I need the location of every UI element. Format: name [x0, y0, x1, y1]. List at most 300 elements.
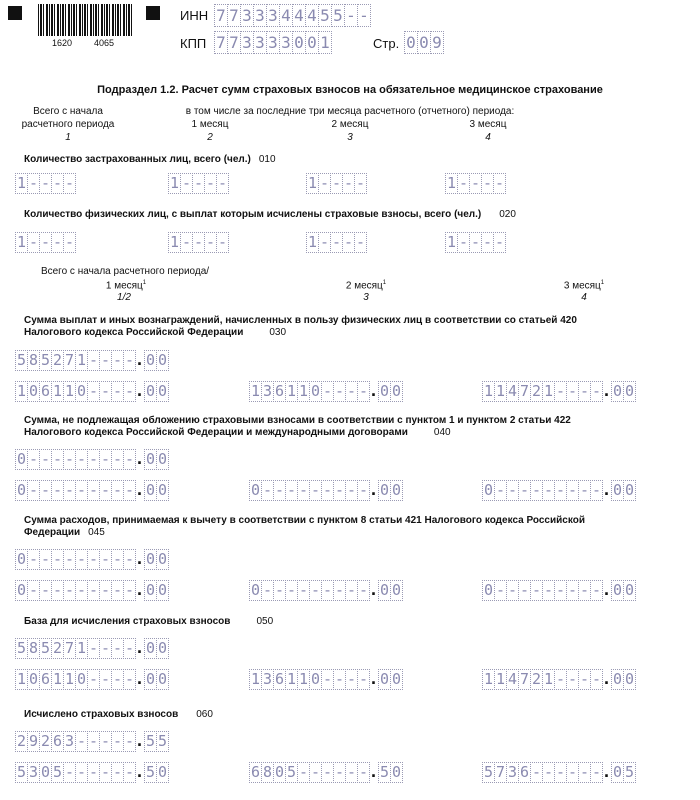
input-cell: 6 — [519, 763, 530, 781]
input-cell: 0 — [157, 351, 168, 369]
input-cell: 1 — [64, 670, 75, 688]
input-cell: - — [40, 481, 51, 499]
input-cell: - — [88, 481, 99, 499]
input-cell: 1 — [318, 31, 332, 54]
input-cell: - — [346, 581, 357, 599]
input-cell: - — [124, 581, 135, 599]
decimal-point: . — [136, 448, 142, 468]
input-cell: - — [591, 481, 602, 499]
row-020-month2[interactable] — [306, 232, 366, 253]
input-cell: 0 — [76, 670, 87, 688]
decimal-point: . — [603, 668, 609, 688]
col-month2-num: 3 — [347, 132, 353, 143]
decimal-point: . — [370, 479, 376, 499]
input-cell: 0 — [157, 670, 168, 688]
input-cell: 0 — [612, 670, 623, 688]
input-cell: - — [507, 581, 518, 599]
input-cell: 4 — [279, 4, 293, 27]
decimal-point: . — [603, 380, 609, 400]
input-cell: 7 — [519, 382, 530, 400]
row-045-month3[interactable] — [482, 580, 635, 601]
input-cell: - — [88, 581, 99, 599]
input-cell: 0 — [404, 31, 418, 54]
input-cell: 1 — [495, 382, 506, 400]
input-cell: - — [555, 382, 566, 400]
input-cell: 2 — [16, 732, 27, 750]
input-cell: 0 — [483, 581, 494, 599]
input-cell: - — [346, 763, 357, 781]
input-cell: - — [310, 763, 321, 781]
input-cell: 8 — [28, 639, 39, 657]
input-cell: - — [579, 581, 590, 599]
row-060-total[interactable] — [15, 731, 168, 752]
input-cell: 0 — [612, 763, 623, 781]
input-cell: - — [64, 581, 75, 599]
input-cell: - — [555, 763, 566, 781]
decimal-point: . — [370, 668, 376, 688]
input-cell: - — [358, 763, 369, 781]
input-cell: 0 — [612, 481, 623, 499]
input-cell: - — [64, 174, 75, 192]
input-cell: - — [64, 550, 75, 568]
input-cell: - — [40, 174, 51, 192]
col2-month1: 1 месяц$^1$ — [105, 280, 147, 292]
row-010-month2[interactable] — [306, 173, 366, 194]
input-cell: - — [100, 732, 111, 750]
input-cell: 2 — [531, 670, 542, 688]
input-cell: 2 — [40, 732, 51, 750]
input-cell: 4 — [292, 4, 306, 27]
input-cell: - — [358, 382, 369, 400]
row-030-total[interactable] — [15, 350, 168, 371]
input-cell: - — [458, 174, 469, 192]
input-cell: - — [507, 481, 518, 499]
decimal-point: . — [370, 579, 376, 599]
input-cell: 5 — [40, 351, 51, 369]
input-cell: 0 — [483, 481, 494, 499]
decimal-point: . — [136, 479, 142, 499]
input-cell: - — [591, 670, 602, 688]
input-cell: - — [358, 581, 369, 599]
row-045-month2[interactable] — [249, 580, 402, 601]
input-cell: 0 — [145, 550, 156, 568]
input-cell: - — [124, 351, 135, 369]
input-cell: - — [579, 382, 590, 400]
col-total-num: 1 — [65, 132, 71, 143]
col-month2: 2 месяц — [331, 119, 369, 130]
input-cell: - — [76, 581, 87, 599]
input-cell: - — [124, 481, 135, 499]
input-cell: - — [579, 763, 590, 781]
input-cell: 5 — [40, 639, 51, 657]
col2-month2: 2 месяц$^1$ — [345, 280, 387, 292]
input-cell: - — [76, 450, 87, 468]
barcode-number-right: 4065 — [94, 38, 115, 48]
input-cell: 3 — [253, 4, 267, 27]
input-cell: 1 — [250, 382, 261, 400]
input-cell: 0 — [391, 382, 402, 400]
input-cell: 3 — [279, 31, 293, 54]
decimal-point: . — [370, 761, 376, 781]
input-cell: 8 — [28, 351, 39, 369]
input-cell: 0 — [310, 382, 321, 400]
input-cell: - — [494, 233, 505, 251]
input-cell: - — [519, 581, 530, 599]
input-cell: 0 — [391, 670, 402, 688]
input-cell: - — [579, 670, 590, 688]
input-cell: - — [358, 670, 369, 688]
input-cell: 0 — [391, 763, 402, 781]
input-cell: - — [193, 174, 204, 192]
input-cell: - — [76, 763, 87, 781]
input-cell: - — [40, 581, 51, 599]
input-cell: - — [495, 581, 506, 599]
row-060-month1[interactable] — [15, 762, 168, 783]
input-cell: 6 — [40, 382, 51, 400]
input-cell: 4 — [507, 670, 518, 688]
input-cell: - — [88, 639, 99, 657]
input-cell: - — [579, 481, 590, 499]
input-cell: 0 — [292, 31, 306, 54]
row-050-month2[interactable] — [249, 669, 402, 690]
input-cell: 1 — [16, 233, 27, 251]
input-cell: 3 — [240, 4, 254, 27]
row-040-total[interactable] — [15, 449, 168, 470]
input-cell: - — [357, 4, 371, 27]
input-cell: 1 — [298, 382, 309, 400]
input-cell: 7 — [227, 31, 241, 54]
decimal-point: . — [136, 380, 142, 400]
input-cell: - — [28, 233, 39, 251]
input-cell: 1 — [446, 233, 457, 251]
input-cell: 3 — [253, 31, 267, 54]
input-cell: - — [76, 481, 87, 499]
decimal-point: . — [136, 349, 142, 369]
input-cell: - — [346, 670, 357, 688]
input-cell: 1 — [16, 174, 27, 192]
input-cell: - — [100, 351, 111, 369]
input-cell: - — [124, 550, 135, 568]
input-cell: - — [346, 481, 357, 499]
row-060-month3[interactable] — [482, 762, 635, 783]
input-cell: - — [124, 763, 135, 781]
input-cell: 7 — [214, 4, 228, 27]
row-030-month1[interactable] — [15, 381, 168, 402]
row-050-month3[interactable] — [482, 669, 635, 690]
row-060-month2[interactable] — [249, 762, 402, 783]
page-label: Стр. — [373, 36, 400, 51]
kpp-field[interactable] — [214, 31, 331, 54]
input-cell: 1 — [76, 351, 87, 369]
input-cell: - — [124, 450, 135, 468]
input-cell: 1 — [16, 382, 27, 400]
decimal-point: . — [136, 548, 142, 568]
row-040-label: Сумма, не подлежащая обложению страховыми взносами в соответствии с пунктом 1 и пунктом 2 статьи 422 Налогового кодекса Российской Федерации и международными договорами 040 — [24, 415, 571, 438]
col-last3-caption: в том числе за последние три месяца расчетного (отчетного) периода: — [185, 106, 515, 117]
col2-total: Всего с начала расчетного периода/ — [40, 266, 210, 277]
row-050-month1[interactable] — [15, 669, 168, 690]
corner-marker-left — [8, 6, 22, 20]
input-cell: - — [567, 763, 578, 781]
input-cell: - — [112, 550, 123, 568]
input-cell: 0 — [28, 382, 39, 400]
input-cell: 3 — [507, 763, 518, 781]
input-cell: - — [531, 763, 542, 781]
input-cell: 0 — [145, 382, 156, 400]
decimal-point: . — [603, 579, 609, 599]
row-010-label: Количество застрахованных лиц, всего (чел.) 010 — [24, 154, 276, 165]
input-cell: - — [112, 581, 123, 599]
row-020-month3[interactable] — [445, 232, 505, 253]
input-cell: 0 — [157, 550, 168, 568]
input-cell: - — [52, 450, 63, 468]
input-cell: - — [100, 763, 111, 781]
input-cell: 0 — [40, 763, 51, 781]
input-cell: 7 — [495, 763, 506, 781]
input-cell: 0 — [16, 581, 27, 599]
input-cell: 5 — [483, 763, 494, 781]
input-cell: 0 — [157, 481, 168, 499]
input-cell: - — [555, 581, 566, 599]
input-cell: - — [100, 581, 111, 599]
row-050-total[interactable] — [15, 638, 168, 659]
input-cell: - — [355, 174, 366, 192]
input-cell: - — [64, 481, 75, 499]
input-cell: 0 — [16, 550, 27, 568]
input-cell: - — [88, 550, 99, 568]
input-cell: 0 — [391, 481, 402, 499]
input-cell: 0 — [16, 450, 27, 468]
input-cell: - — [346, 382, 357, 400]
input-cell: - — [298, 763, 309, 781]
input-cell: - — [286, 481, 297, 499]
input-cell: - — [76, 550, 87, 568]
decimal-point: . — [370, 380, 376, 400]
input-cell: 7 — [227, 4, 241, 27]
input-cell: - — [286, 581, 297, 599]
input-cell: - — [298, 581, 309, 599]
col-month1-num: 2 — [207, 132, 213, 143]
row-040-month1[interactable] — [15, 480, 168, 501]
input-cell: - — [334, 763, 345, 781]
input-cell: - — [76, 732, 87, 750]
input-cell: - — [310, 581, 321, 599]
inn-label: ИНН — [180, 8, 209, 23]
input-cell: 0 — [157, 639, 168, 657]
input-cell: - — [193, 233, 204, 251]
input-cell: - — [470, 233, 481, 251]
input-cell: - — [205, 174, 216, 192]
input-cell: - — [124, 670, 135, 688]
input-cell: - — [274, 581, 285, 599]
input-cell: - — [40, 450, 51, 468]
input-cell: 7 — [64, 639, 75, 657]
col-month3-num: 4 — [485, 132, 491, 143]
section-title: Подраздел 1.2. Расчет сумм страховых взносов на обязательное медицинское страхование — [97, 84, 603, 96]
col-total-line1: Всего с начала — [33, 106, 103, 117]
input-cell: - — [64, 233, 75, 251]
row-040-month2[interactable] — [249, 480, 402, 501]
input-cell: 1 — [298, 670, 309, 688]
input-cell: - — [64, 763, 75, 781]
input-cell: 4 — [305, 4, 319, 27]
input-cell: - — [322, 763, 333, 781]
input-cell: - — [100, 382, 111, 400]
input-cell: - — [28, 550, 39, 568]
decimal-point: . — [136, 579, 142, 599]
input-cell: 0 — [391, 581, 402, 599]
input-cell: - — [52, 174, 63, 192]
input-cell: - — [334, 670, 345, 688]
input-cell: 0 — [76, 382, 87, 400]
input-cell: - — [88, 382, 99, 400]
input-cell: 3 — [28, 763, 39, 781]
input-cell: - — [458, 233, 469, 251]
input-cell: 3 — [266, 31, 280, 54]
input-cell: - — [319, 174, 330, 192]
input-cell: 1 — [543, 382, 554, 400]
input-cell: - — [555, 481, 566, 499]
input-cell: - — [519, 481, 530, 499]
input-cell: - — [100, 550, 111, 568]
col-total-line2: расчетного периода — [21, 119, 115, 130]
row-020-label: Количество физических лиц, с выплат которым исчислены страховые взносы, всего (чел.) 020 — [24, 209, 516, 220]
input-cell: 0 — [624, 481, 635, 499]
input-cell: - — [181, 174, 192, 192]
input-cell: - — [494, 174, 505, 192]
input-cell: 4 — [507, 382, 518, 400]
input-cell: 5 — [145, 763, 156, 781]
input-cell: 0 — [145, 639, 156, 657]
input-cell: - — [355, 233, 366, 251]
page-field[interactable] — [404, 31, 443, 54]
input-cell: 6 — [274, 670, 285, 688]
input-cell: - — [344, 4, 358, 27]
input-cell: - — [543, 581, 554, 599]
input-cell: 5 — [16, 351, 27, 369]
input-cell: - — [40, 233, 51, 251]
inn-field[interactable] — [214, 4, 370, 27]
input-cell: - — [64, 450, 75, 468]
row-045-total[interactable] — [15, 549, 168, 570]
input-cell: - — [88, 732, 99, 750]
input-cell: - — [470, 174, 481, 192]
input-cell: - — [112, 763, 123, 781]
row-040-month3[interactable] — [482, 480, 635, 501]
input-cell: - — [343, 174, 354, 192]
input-cell: 5 — [318, 4, 332, 27]
input-cell: - — [52, 581, 63, 599]
input-cell: 0 — [379, 382, 390, 400]
input-cell: 0 — [310, 670, 321, 688]
row-060-label: Исчислено страховых взносов 060 — [24, 709, 213, 720]
input-cell: 5 — [16, 639, 27, 657]
input-cell: 0 — [612, 382, 623, 400]
input-cell: - — [543, 481, 554, 499]
input-cell: 9 — [430, 31, 444, 54]
input-cell: - — [100, 670, 111, 688]
input-cell: - — [52, 481, 63, 499]
row-010-month3[interactable] — [445, 173, 505, 194]
input-cell: 0 — [612, 581, 623, 599]
decimal-point: . — [136, 761, 142, 781]
input-cell: - — [124, 732, 135, 750]
row-030-month2[interactable] — [249, 381, 402, 402]
input-cell: - — [567, 481, 578, 499]
input-cell: 9 — [28, 732, 39, 750]
input-cell: - — [322, 481, 333, 499]
input-cell: 1 — [16, 670, 27, 688]
decimal-point: . — [603, 761, 609, 781]
input-cell: 1 — [169, 174, 180, 192]
input-cell: 0 — [145, 351, 156, 369]
input-cell: 0 — [145, 450, 156, 468]
input-cell: - — [331, 233, 342, 251]
input-cell: 0 — [379, 670, 390, 688]
input-cell: - — [112, 639, 123, 657]
input-cell: - — [343, 233, 354, 251]
row-045-label: Сумма расходов, принимаемая к вычету в соответствии с пунктом 8 статьи 421 Налогового кодекса Российской Федерации 045 — [24, 515, 585, 538]
input-cell: - — [319, 233, 330, 251]
input-cell: - — [555, 670, 566, 688]
input-cell: 7 — [519, 670, 530, 688]
input-cell: 7 — [64, 351, 75, 369]
input-cell: 0 — [250, 481, 261, 499]
barcode-image — [38, 4, 134, 36]
input-cell: 5 — [145, 732, 156, 750]
input-cell: - — [322, 382, 333, 400]
input-cell: 5 — [16, 763, 27, 781]
input-cell: - — [322, 670, 333, 688]
input-cell: 1 — [307, 174, 318, 192]
input-cell: - — [495, 481, 506, 499]
input-cell: 1 — [52, 670, 63, 688]
input-cell: - — [28, 450, 39, 468]
input-cell: - — [262, 481, 273, 499]
row-020-total[interactable] — [15, 232, 75, 253]
input-cell: - — [262, 581, 273, 599]
input-cell: 3 — [64, 732, 75, 750]
input-cell: 6 — [274, 382, 285, 400]
input-cell: 5 — [624, 763, 635, 781]
input-cell: 1 — [307, 233, 318, 251]
row-045-month1[interactable] — [15, 580, 168, 601]
input-cell: 0 — [274, 763, 285, 781]
input-cell: 0 — [624, 670, 635, 688]
input-cell: - — [591, 581, 602, 599]
input-cell: - — [205, 233, 216, 251]
row-010-month1[interactable] — [168, 173, 228, 194]
input-cell: 0 — [157, 581, 168, 599]
input-cell: - — [112, 351, 123, 369]
input-cell: - — [124, 639, 135, 657]
input-cell: 1 — [64, 382, 75, 400]
col2-month3: 3 месяц$^1$ — [563, 280, 605, 292]
col2-month3-num: 4 — [581, 292, 587, 303]
input-cell: - — [112, 732, 123, 750]
input-cell: 3 — [240, 31, 254, 54]
input-cell: - — [52, 233, 63, 251]
input-cell: - — [591, 763, 602, 781]
row-030-label: Сумма выплат и иных вознаграждений, начисленных в пользу физических лиц в соответствии со статьей 420 Налогового кодекса Российской Федерации 030 — [24, 315, 577, 338]
row-010-total[interactable] — [15, 173, 75, 194]
input-cell: 1 — [76, 639, 87, 657]
input-cell: 3 — [262, 382, 273, 400]
input-cell: - — [482, 233, 493, 251]
row-020-month1[interactable] — [168, 232, 228, 253]
row-030-month3[interactable] — [482, 381, 635, 402]
input-cell: 0 — [28, 670, 39, 688]
